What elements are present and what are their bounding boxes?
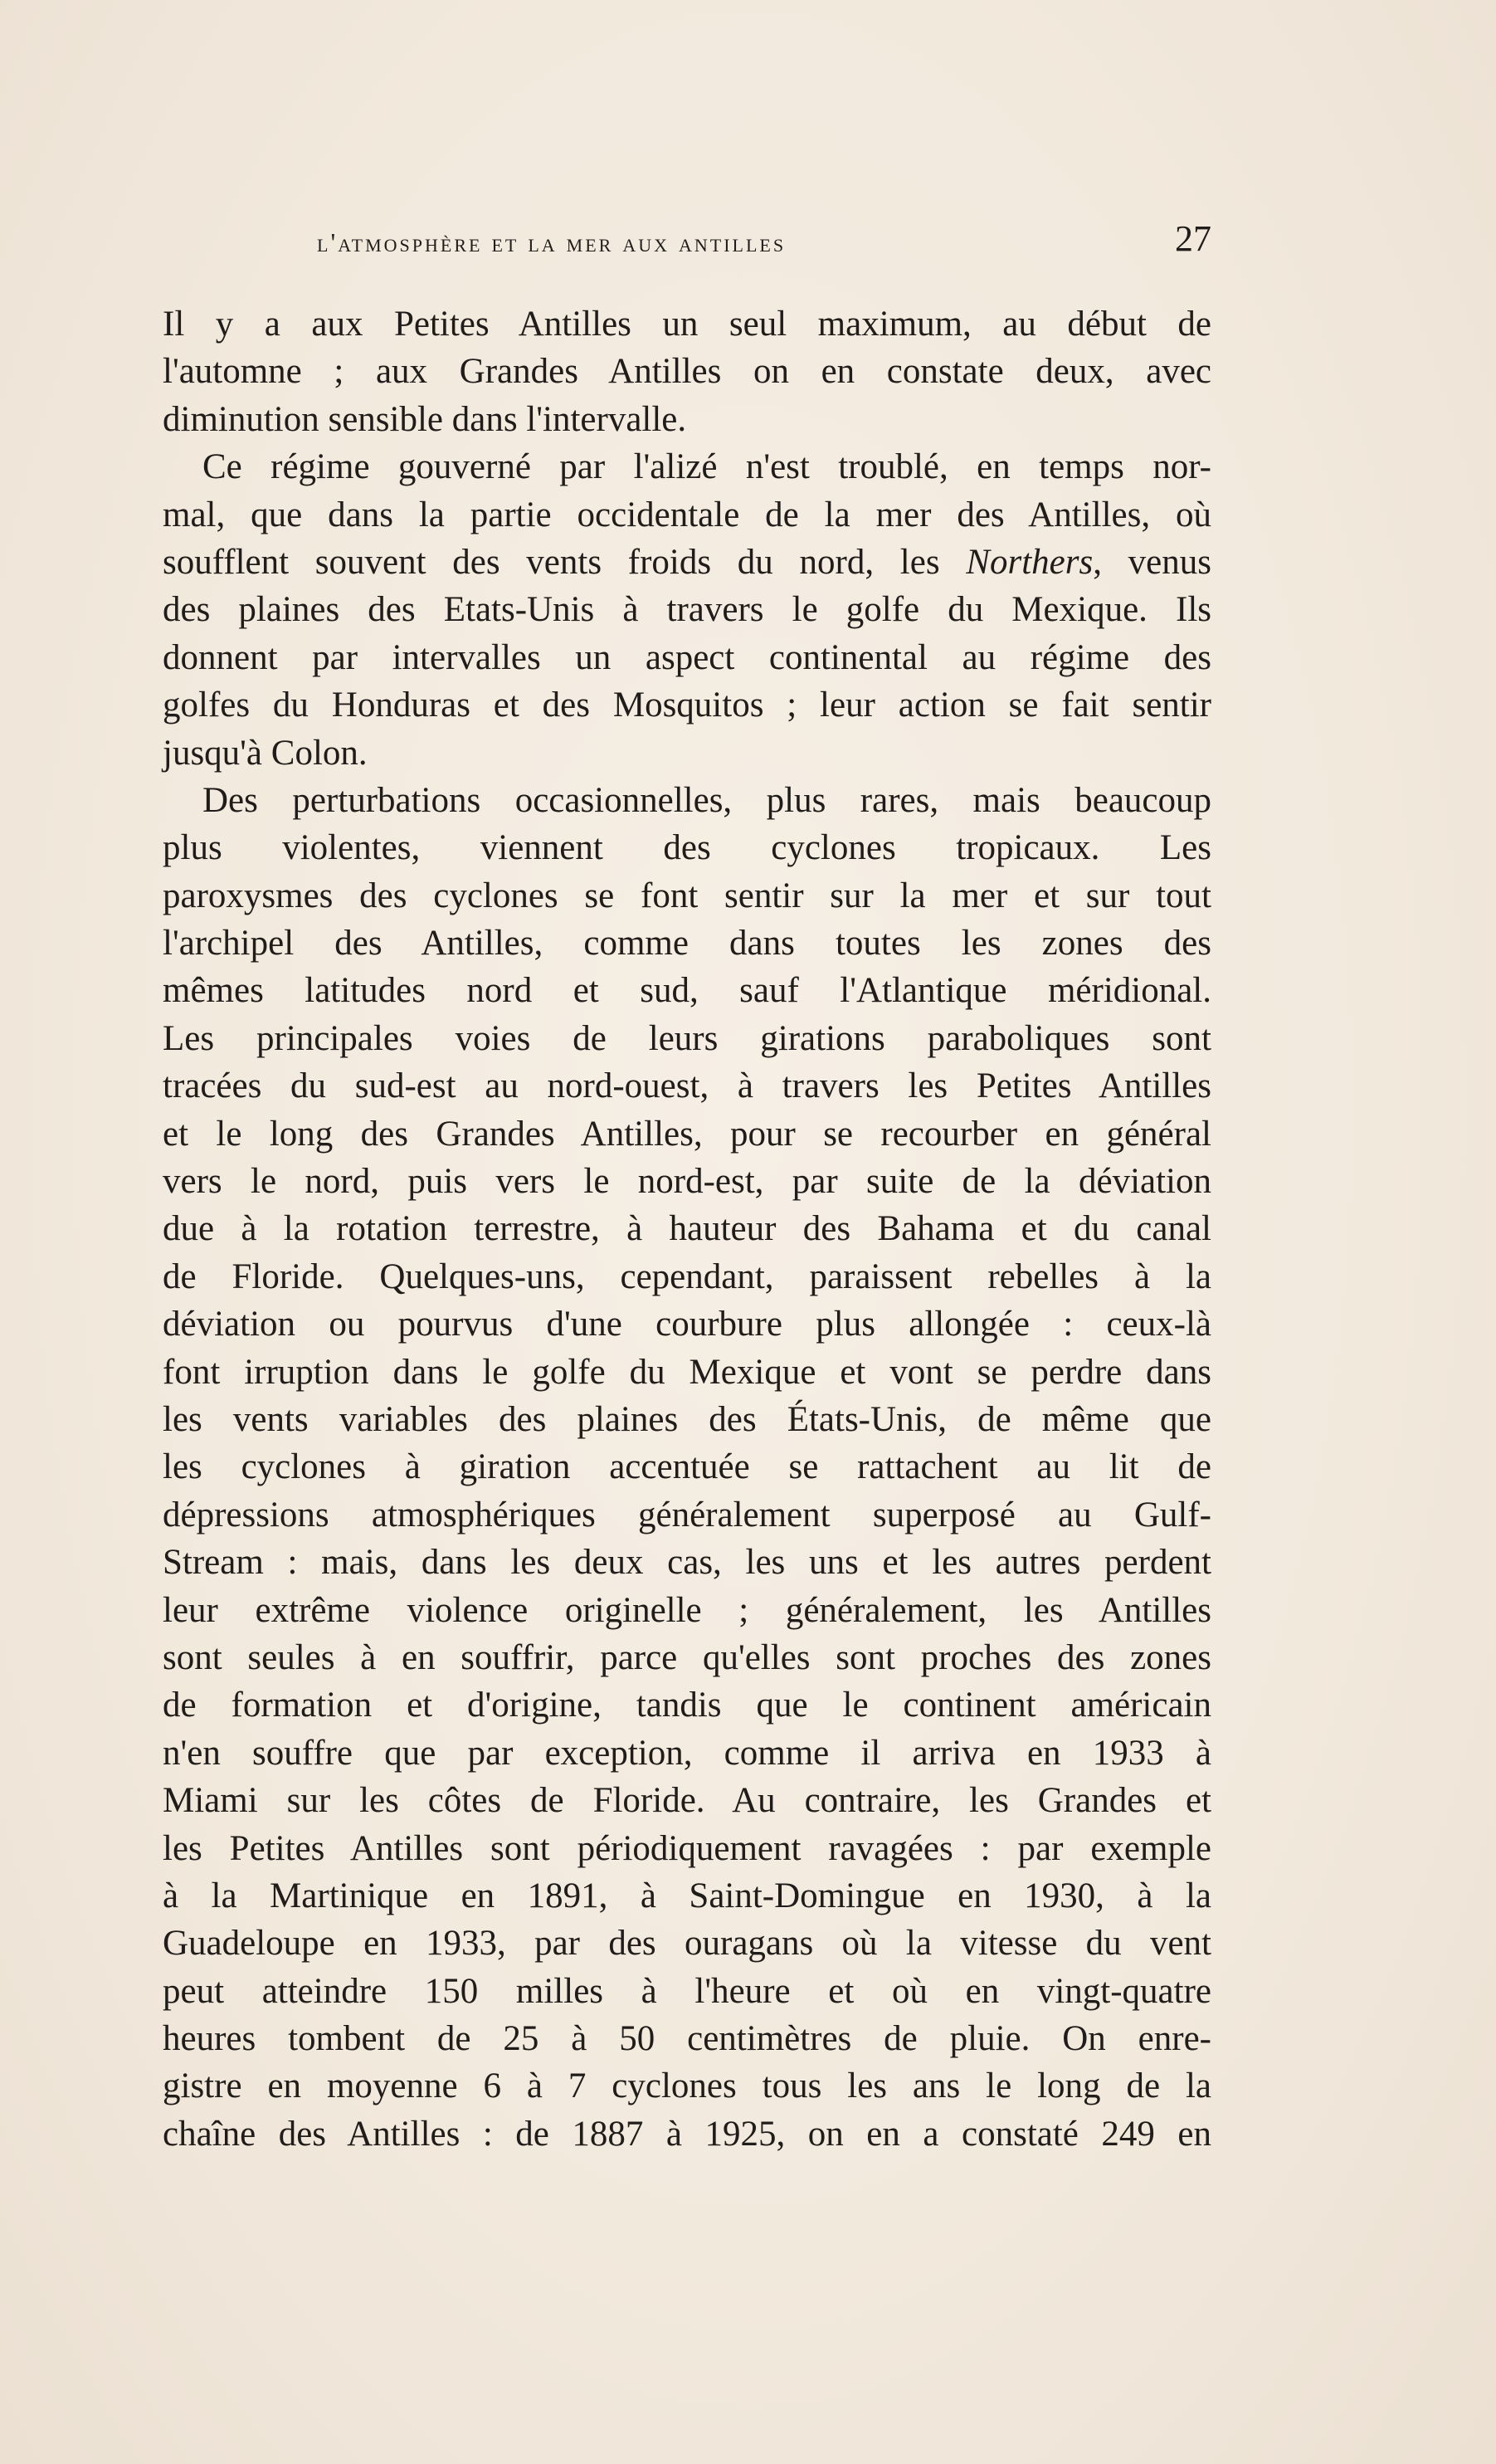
body-text	[163, 300, 1211, 2158]
text-line: dépressions atmosphériques généralement superposé au Gulf-	[163, 1495, 1211, 1535]
text-line: sont seules à en souffrir, parce qu'elles sont proches des zones	[163, 1637, 1211, 1677]
text-line: tracées du sud-est au nord-ouest, à travers les Petites Antilles	[163, 1066, 1211, 1106]
text-line: déviation ou pourvus d'une courbure plus allongée : ceux-là	[163, 1305, 1211, 1344]
text-line: vers le nord, puis vers le nord-est, par suite de la déviation	[163, 1162, 1211, 1202]
text-line: à la Martinique en 1891, à Saint-Domingue en 1930, à la	[163, 1876, 1211, 1915]
paragraph-1	[163, 300, 1211, 443]
text-line: jusqu'à Colon.	[163, 733, 368, 773]
text-line: Stream : mais, dans les deux cas, les uns et les autres perdent	[163, 1543, 1211, 1583]
running-title: l'atmosphère et la mer aux antilles	[317, 227, 787, 257]
text-line: de Floride. Quelques-uns, cependant, paraissent rebelles à la	[163, 1256, 1211, 1296]
text-line: donnent par intervalles un aspect continental au régime des	[163, 637, 1211, 677]
text-line: n'en souffre que par exception, comme il arriva en 1933 à	[163, 1733, 1211, 1773]
text-line: gistre en moyenne 6 à 7 cyclones tous les ans le long de la	[163, 2066, 1211, 2106]
text-line: Guadeloupe en 1933, par des ouragans où la vitesse du vent	[163, 1924, 1211, 1964]
text-line: leur extrême violence originelle ; généralement, les Antilles	[163, 1590, 1211, 1630]
text-line: soufflent souvent des vents froids du nord, les Northers, venus	[163, 542, 1211, 582]
text-line: peut atteindre 150 milles à l'heure et où en vingt-quatre	[163, 1971, 1211, 2011]
text-line: mêmes latitudes nord et sud, sauf l'Atlantique méridional.	[163, 971, 1211, 1011]
text-line: golfes du Honduras et des Mosquitos ; leur action se fait sentir	[163, 686, 1211, 725]
text-line: plus violentes, viennent des cyclones tropicaux. Les	[163, 828, 1211, 868]
running-head	[163, 217, 1211, 267]
text-line: des plaines des Etats-Unis à travers le golfe du Mexique. Ils	[163, 590, 1211, 630]
text-line: l'automne ; aux Grandes Antilles on en constate deux, avec	[163, 352, 1211, 392]
text-line: et le long des Grandes Antilles, pour se recourber en général	[163, 1114, 1211, 1154]
text-line: de formation et d'origine, tandis que le continent américain	[163, 1686, 1211, 1725]
text-line: Des perturbations occasionnelles, plus rares, mais beaucoup	[202, 780, 1211, 820]
text-line: Les principales voies de leurs girations paraboliques sont	[163, 1018, 1211, 1058]
text-line: diminution sensible dans l'intervalle.	[163, 399, 687, 439]
text-line: paroxysmes des cyclones se font sentir sur la mer et sur tout	[163, 876, 1211, 915]
text-line: l'archipel des Antilles, comme dans toutes les zones des	[163, 924, 1211, 964]
text-line: Ce régime gouverné par l'alizé n'est troublé, en temps nor-	[202, 447, 1211, 487]
page-number: 27	[1175, 218, 1211, 259]
italic-term: Northers	[966, 542, 1094, 582]
text-line: due à la rotation terrestre, à hauteur des Bahama et du canal	[163, 1209, 1211, 1249]
text-line: font irruption dans le golfe du Mexique et vont se perdre dans	[163, 1352, 1211, 1392]
text-line: heures tombent de 25 à 50 centimètres de pluie. On enre-	[163, 2019, 1211, 2059]
text-line: chaîne des Antilles : de 1887 à 1925, on en a constaté 249 en	[163, 2114, 1211, 2154]
text-line: mal, que dans la partie occidentale de la mer des Antilles, où	[163, 495, 1211, 534]
text-line: Il y a aux Petites Antilles un seul maximum, au début de	[163, 305, 1211, 344]
text-line: Miami sur les côtes de Floride. Au contraire, les Grandes et	[163, 1781, 1211, 1821]
text-line: les cyclones à giration accentuée se rattachent au lit de	[163, 1447, 1211, 1487]
paragraph-2	[163, 443, 1211, 777]
text-line: les Petites Antilles sont périodiquement ravagées : par exemple	[163, 1828, 1211, 1868]
text-line: les vents variables des plaines des États-Unis, de même que	[163, 1399, 1211, 1439]
paragraph-3	[163, 777, 1211, 2158]
